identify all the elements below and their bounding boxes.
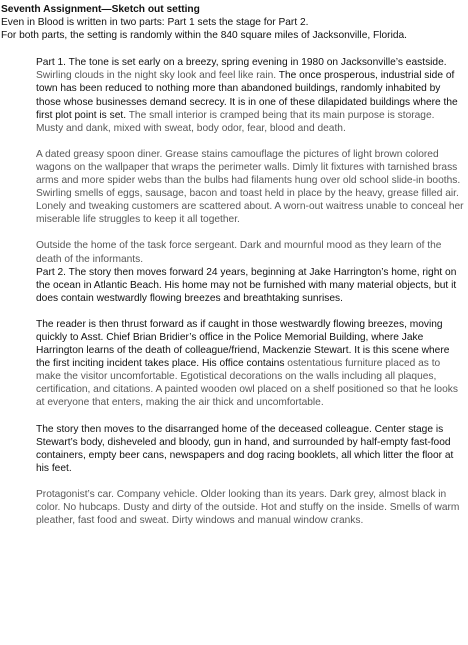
spacer xyxy=(1,305,464,318)
office-text-d: furniture placed as to make the visitor uncomfortable. Egotistical decorations on the walls including all plaques, certification, and citations. A painted wooden owl placed on a shelf positioned so that he looks at everyone that enters, making the air thick and uncomfortable. xyxy=(36,358,458,409)
intro-line-1: Even in Blood is written in two parts: Part 1 sets the stage for Part 2. xyxy=(1,17,309,29)
part1-text-a: The tone is set early on a breezy, spring evening in 1980 on Jacksonville’s eastside. xyxy=(68,57,447,69)
assignment-title: Seventh Assignment—Sketch out setting xyxy=(1,4,200,15)
office-text-c: ostentatious xyxy=(287,358,343,370)
spacer xyxy=(1,226,464,239)
spacer xyxy=(1,42,464,56)
intro-line-2: For both parts, the setting is randomly within the 840 square miles of Jacksonville, Florida. xyxy=(1,30,407,42)
part2-text xyxy=(36,266,464,305)
part1-paragraph xyxy=(36,56,464,135)
part1-text-b: Swirling clouds in the night sky look and feel like rain. xyxy=(36,70,277,82)
spacer xyxy=(1,410,464,423)
colleague-home-paragraph xyxy=(36,423,464,475)
spacer xyxy=(1,135,464,148)
sergeant-text: Outside the home of the task force sergeant. Dark and mournful mood as they learn of the death of the informants. xyxy=(36,240,442,265)
part2-label: Part 2. xyxy=(36,266,67,278)
part1-text-c: The once prosperous, industrial side of town has been reduced to nothing more than abandoned buildings, randomly inhabited by those whose businesses demand secrecy. It is in one of these dilapidated buildings where the first plot point is set. xyxy=(36,70,458,121)
diner-text: A dated greasy spoon diner. Grease stains camouflage the pictures of light brown colored wagons on the wallpaper that wraps the perimeter walls. Dimly lit fixtures with tarnished brass arms and more spider webs than the bulbs had filaments hung over old school slide-in booths. Swirling smells of eggs, sausage, bacon and toast held in place by the heavy, grease filled air. Lonely and tweaking customers are scattered about. A worn-out waitress unable to conceal her miserable life struggles to keep it all together. xyxy=(36,148,464,226)
diner-paragraph xyxy=(36,148,464,227)
car-paragraph xyxy=(36,488,464,527)
office-text-b: His office contains xyxy=(201,358,285,370)
car-text: Protagonist’s car. Company vehicle. Older looking than its years. Dark grey, almost black in color. No hubcaps. Dusty and dirty of the outside. Hot and stuffy on the inside. Smells of warm pleather, fast food and sweat. Dirty windows and manual window cranks. xyxy=(36,488,460,527)
office-text-a: The reader is then thrust forward as if caught in those westwardly flowing breezes, moving quickly to Asst. Chief Brian Bridier’s office in the Police Memorial Building, where Jake Harrington learns of the death of colleague/friend, Mackenzie Stewart. It is this scene where the first inciting incident takes place. xyxy=(36,318,450,370)
spacer xyxy=(1,475,464,488)
sergeant-paragraph xyxy=(36,239,464,304)
office-paragraph xyxy=(36,318,464,410)
part1-label: Part 1. xyxy=(36,57,67,69)
part1-text xyxy=(36,56,464,135)
part2-text-body: The story then moves forward 24 years, beginning at Jake Harrington’s home, right on the ocean in Atlantic Beach. His home may not be furnished with many material objects, but it does contain westwardly flowing breezes and breathtaking sunrises. xyxy=(36,266,457,304)
colleague-home-text: The story then moves to the disarranged home of the deceased colleague. Center stage is Stewart’s body, disheveled and bloody, gun in hand, and surrounded by half-empty fast-food containers, empty beer cans, newspapers and dog racing booklets, all which litter the floor at his feet. xyxy=(36,423,454,474)
part1-text-d: The small interior is cramped being that its main purpose is storage. Musty and dank, mixed with sweat, body odor, fear, blood and death. xyxy=(36,109,435,134)
office-text xyxy=(36,318,464,410)
